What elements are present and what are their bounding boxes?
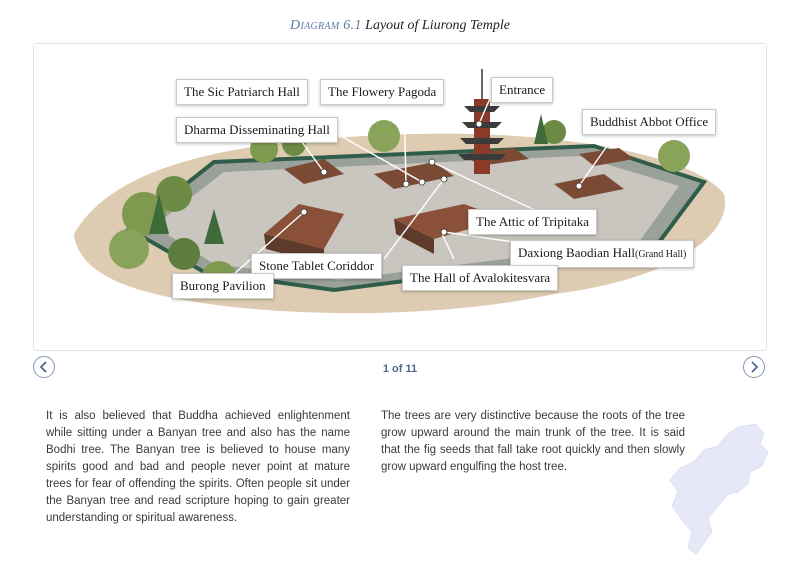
label-sixth-patriarch-hall: The Sic Patriarch Hall (176, 79, 308, 105)
label-burong-pavilion: Burong Pavilion (172, 273, 274, 299)
body-paragraph-right: The trees are very distinctive because the roots of the tree grow upward around the main trunk of the tree. It is said that the fig seeds that fall take root quickly and then slowly grow upward engulfing the host tree. (381, 410, 685, 473)
label-buddhist-abbot-office: Buddhist Abbot Office (582, 109, 716, 135)
chevron-right-icon (749, 361, 759, 373)
diagram-title: Layout of Liurong Temple (365, 18, 510, 33)
body-paragraph-left: It is also believed that Buddha achieved enlightenment while sitting under a Banyan tree and also has the name Bodhi tree. The Banyan tree is believed to house many spirits good and bad and people never point at mature trees for fear of offending the spirits. Often people sit under the Banyan tree and read scripture hoping to gain greater understanding or spiritual awareness. (46, 410, 350, 524)
label-stone-tablet-corridor: Stone Tablet Coriddor (251, 253, 382, 279)
page-indicator: 1 of 11 (382, 363, 418, 375)
region-map-icon (668, 422, 780, 557)
next-button[interactable] (743, 356, 765, 378)
diagram-number: Diagram 6.1 (290, 18, 362, 33)
label-dharma-disseminating-hall: Dharma Disseminating Hall (176, 117, 338, 143)
label-daxiong-baodian-hall (510, 240, 694, 268)
daxiong-baodian-hall-note: (Grand Hall) (634, 249, 687, 260)
label-hall-of-avalokitesvara: The Hall of Avalokitesvara (402, 265, 558, 291)
label-flowery-pagoda: The Flowery Pagoda (320, 79, 444, 105)
diagram-caption (0, 18, 800, 34)
diagram-frame (33, 43, 767, 351)
daxiong-baodian-hall-name: Daxiong Baodian Hall (518, 245, 635, 260)
label-attic-of-tripitaka: The Attic of Tripitaka (468, 209, 597, 235)
label-entrance: Entrance (491, 77, 553, 103)
